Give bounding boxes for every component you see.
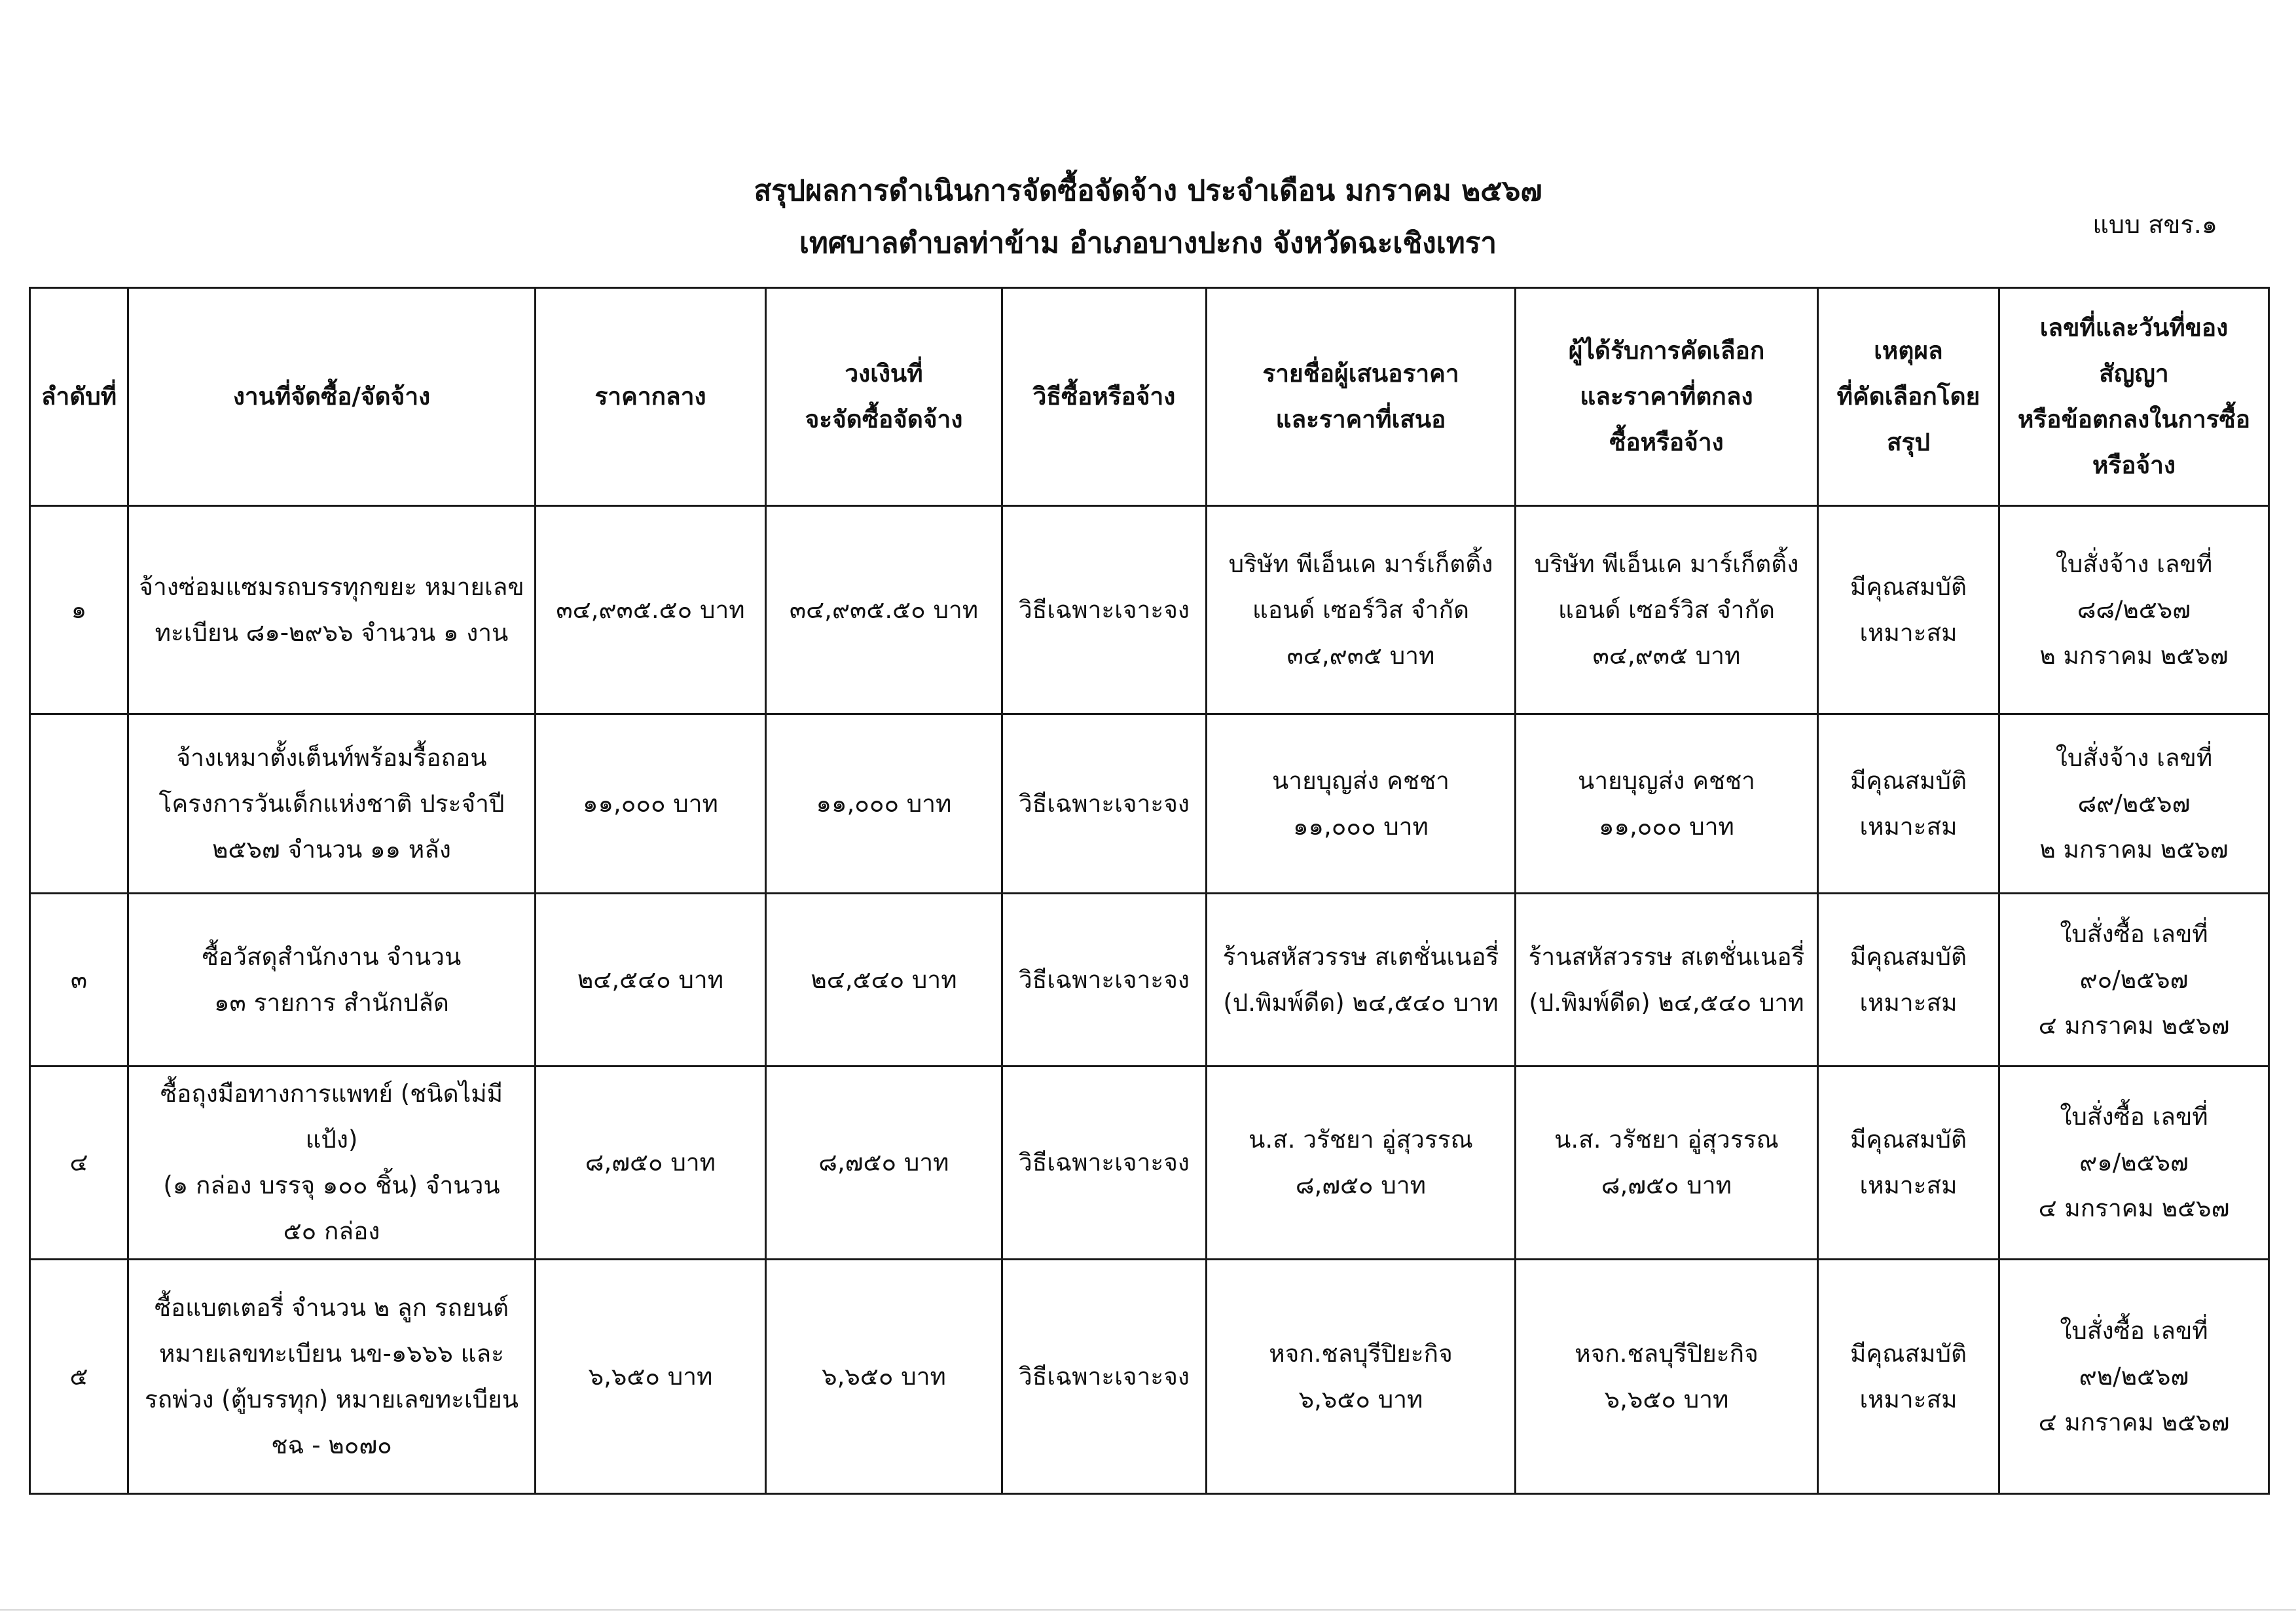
header-bidders <box>1207 288 1516 506</box>
selected-vendor-line: แอนด์ เซอร์วิส จำกัด <box>1558 595 1775 624</box>
work-description-line: (๑ กล่อง บรรจุ ๑๐๐ ชิ้น) จำนวน <box>163 1171 500 1199</box>
work-description-line: ทะเบียน ๘๑-๒๙๖๖ จำนวน ๑ งาน <box>155 618 509 647</box>
table-row <box>30 894 2269 1067</box>
header-text-line: และราคาที่ตกลง <box>1580 382 1753 410</box>
median-price: ๖,๖๕๐ บาท <box>536 1260 766 1494</box>
selected-vendor <box>1516 714 1818 894</box>
row-number: ๔ <box>30 1067 128 1260</box>
budget-amount: ๘,๗๕๐ บาท <box>766 1067 1002 1260</box>
median-price: ๘,๗๕๐ บาท <box>536 1067 766 1260</box>
bidder-list <box>1207 1067 1516 1260</box>
row-number: ๓ <box>30 894 128 1067</box>
header-selected <box>1516 288 1818 506</box>
work-description-line: รถพ่วง (ตู้บรรทุก) หมายเลขทะเบียน <box>144 1385 519 1413</box>
selected-vendor-line: ๘,๗๕๐ บาท <box>1601 1171 1732 1199</box>
bidder-list-line: น.ส. วรัชยา อู่สุวรรณ <box>1248 1125 1473 1154</box>
selected-vendor-line: หจก.ชลบุรีปิยะกิจ <box>1575 1339 1758 1368</box>
work-description-line: ๕๐ กล่อง <box>283 1217 380 1245</box>
bidder-list-line: (ป.พิมพ์ดีด) ๒๔,๕๔๐ บาท <box>1223 988 1499 1017</box>
table-row <box>30 714 2269 894</box>
header-no <box>30 288 128 506</box>
header-text-line: เหตุผล <box>1874 337 1943 365</box>
budget-amount: ๓๔,๙๓๕.๕๐ บาท <box>766 506 1002 714</box>
selection-reason <box>1818 714 1999 894</box>
header-text-line: เลขที่และวันที่ของ <box>2039 314 2229 342</box>
row-number: ๕ <box>30 1260 128 1494</box>
procurement-method: วิธีเฉพาะเจาะจง <box>1002 714 1207 894</box>
contract-reference-line: ใบสั่งซื้อ เลขที่ <box>2060 919 2208 948</box>
contract-reference <box>1999 714 2269 894</box>
contract-reference <box>1999 1067 2269 1260</box>
bidder-list-line: ๓๔,๙๓๕ บาท <box>1286 641 1435 670</box>
selected-vendor <box>1516 1260 1818 1494</box>
budget-amount: ๒๔,๕๔๐ บาท <box>766 894 1002 1067</box>
header-text-line: รายชื่อผู้เสนอราคา <box>1262 359 1459 388</box>
contract-reference-line: ใบสั่งซื้อ เลขที่ <box>2060 1103 2208 1131</box>
document-title: สรุปผลการดำเนินการจัดซื้อจัดจ้าง ประจำเดือน มกราคม ๒๕๖๗ <box>754 174 1542 208</box>
work-description-line: ชฉ - ๒๐๗๐ <box>271 1431 392 1459</box>
bidder-list <box>1207 506 1516 714</box>
table-header-row <box>30 288 2269 506</box>
selection-reason-line: มีคุณสมบัติ <box>1850 1339 1967 1368</box>
page-bottom-rule <box>0 1609 2296 1611</box>
contract-reference-line: ใบสั่งจ้าง เลขที่ <box>2055 743 2213 772</box>
contract-reference-line: ๔ มกราคม ๒๕๖๗ <box>2038 1194 2230 1222</box>
budget-amount: ๖,๖๕๐ บาท <box>766 1260 1002 1494</box>
table-row <box>30 1067 2269 1260</box>
header-text-line: ลำดับที่ <box>41 382 117 410</box>
work-description-line: จ้างซ่อมแซมรถบรรทุกขยะ หมายเลข <box>139 572 524 601</box>
contract-reference-line: ๙๐/๒๕๖๗ <box>2079 965 2189 994</box>
row-number <box>30 714 128 894</box>
header-text-line: สัญญา <box>2099 359 2169 388</box>
work-description <box>128 506 536 714</box>
work-description-line: โครงการวันเด็กแห่งชาติ ประจำปี <box>158 789 505 818</box>
selected-vendor-line: ๓๔,๙๓๕ บาท <box>1592 641 1741 670</box>
header-work <box>128 288 536 506</box>
header-reason <box>1818 288 1999 506</box>
header-text-line: ราคากลาง <box>594 382 706 410</box>
table-row <box>30 1260 2269 1494</box>
bidder-list <box>1207 714 1516 894</box>
selection-reason-line: มีคุณสมบัติ <box>1850 1125 1967 1154</box>
header-text-line: ซื้อหรือจ้าง <box>1609 428 1724 456</box>
bidder-list <box>1207 894 1516 1067</box>
header-text-line: ผู้ได้รับการคัดเลือก <box>1568 337 1765 365</box>
header-text-line: งานที่จัดซื้อ/จัดจ้าง <box>232 382 431 410</box>
work-description-line: ๑๓ รายการ สำนักปลัด <box>214 988 449 1017</box>
organization-subtitle: เทศบาลตำบลท่าข้าม อำเภอบางปะกง จังหวัดฉะเชิงเทรา <box>799 227 1497 260</box>
contract-reference-line: ใบสั่งจ้าง เลขที่ <box>2055 549 2213 578</box>
bidder-list-line: ๑๑,๐๐๐ บาท <box>1293 812 1429 841</box>
bidder-list-line: ร้านสหัสวรรษ สเตชั่นเนอรี่ <box>1222 942 1499 971</box>
work-description-line: จ้างเหมาตั้งเต็นท์พร้อมรื้อถอน <box>176 743 487 772</box>
contract-reference-line: ๘๘/๒๕๖๗ <box>2077 595 2191 624</box>
selected-vendor-line: นายบุญส่ง คชชา <box>1578 766 1755 795</box>
form-code-label: แบบ สขร.๑ <box>2092 210 2217 239</box>
work-description-line: ๒๕๖๗ จำนวน ๑๑ หลัง <box>212 835 451 864</box>
header-text-line: และราคาที่เสนอ <box>1275 405 1446 433</box>
contract-reference-line: ๒ มกราคม ๒๕๖๗ <box>2039 641 2229 670</box>
selected-vendor-line: ๑๑,๐๐๐ บาท <box>1599 812 1734 841</box>
procurement-method: วิธีเฉพาะเจาะจง <box>1002 1260 1207 1494</box>
procurement-method: วิธีเฉพาะเจาะจง <box>1002 1067 1207 1260</box>
table-row <box>30 506 2269 714</box>
selection-reason <box>1818 1260 1999 1494</box>
work-description-line: หมายเลขทะเบียน นข-๑๖๖๖ และ <box>158 1339 504 1368</box>
bidder-list-line: ๘,๗๕๐ บาท <box>1295 1171 1427 1199</box>
selected-vendor-line: น.ส. วรัชยา อู่สุวรรณ <box>1554 1125 1779 1154</box>
work-description <box>128 714 536 894</box>
contract-reference <box>1999 506 2269 714</box>
procurement-summary-table <box>29 287 2270 1495</box>
bidder-list-line: หจก.ชลบุรีปิยะกิจ <box>1269 1339 1453 1368</box>
bidder-list-line: บริษัท พีเอ็นเค มาร์เก็ตติ้ง <box>1228 549 1493 578</box>
median-price: ๒๔,๕๔๐ บาท <box>536 894 766 1067</box>
row-number: ๑ <box>30 506 128 714</box>
contract-reference-line: ๔ มกราคม ๒๕๖๗ <box>2038 1408 2230 1436</box>
selection-reason <box>1818 506 1999 714</box>
selection-reason-line: มีคุณสมบัติ <box>1850 942 1967 971</box>
contract-reference-line: ๔ มกราคม ๒๕๖๗ <box>2038 1011 2230 1040</box>
header-text-line: หรือข้อตกลงในการซื้อ <box>2018 405 2250 433</box>
bidder-list-line: แอนด์ เซอร์วิส จำกัด <box>1252 595 1469 624</box>
selection-reason-line: เหมาะสม <box>1859 812 1958 841</box>
work-description <box>128 1067 536 1260</box>
selection-reason-line: เหมาะสม <box>1859 988 1958 1017</box>
header-text-line: วงเงินที่ <box>845 359 923 388</box>
selection-reason-line: เหมาะสม <box>1859 1171 1958 1199</box>
selected-vendor-line: บริษัท พีเอ็นเค มาร์เก็ตติ้ง <box>1534 549 1799 578</box>
header-text-line: จะจัดซื้อจัดจ้าง <box>805 405 963 433</box>
selected-vendor-line: ๖,๖๕๐ บาท <box>1604 1385 1729 1413</box>
selected-vendor <box>1516 1067 1818 1260</box>
header-text-line: หรือจ้าง <box>2092 451 2176 479</box>
work-description <box>128 1260 536 1494</box>
work-description-line: ซื้อวัสดุสำนักงาน จำนวน <box>202 942 462 971</box>
contract-reference <box>1999 1260 2269 1494</box>
contract-reference-line: ๒ มกราคม ๒๕๖๗ <box>2039 835 2229 864</box>
procurement-method: วิธีเฉพาะเจาะจง <box>1002 894 1207 1067</box>
selected-vendor <box>1516 894 1818 1067</box>
median-price: ๑๑,๐๐๐ บาท <box>536 714 766 894</box>
selected-vendor <box>1516 506 1818 714</box>
selection-reason-line: มีคุณสมบัติ <box>1850 766 1967 795</box>
work-description-line: ซื้อถุงมือทางการแพทย์ (ชนิดไม่มีแป้ง) <box>160 1080 503 1154</box>
header-method <box>1002 288 1207 506</box>
median-price: ๓๔,๙๓๕.๕๐ บาท <box>536 506 766 714</box>
contract-reference-line: ๙๒/๒๕๖๗ <box>2079 1362 2189 1391</box>
header-text-line: ที่คัดเลือกโดย <box>1836 382 1980 410</box>
bidder-list-line: นายบุญส่ง คชชา <box>1272 766 1449 795</box>
table-body <box>30 506 2269 1494</box>
bidder-list <box>1207 1260 1516 1494</box>
header-text-line: สรุป <box>1887 428 1930 456</box>
work-description <box>128 894 536 1067</box>
selection-reason-line: เหมาะสม <box>1859 1385 1958 1413</box>
header-text-line: วิธีซื้อหรือจ้าง <box>1032 382 1176 410</box>
contract-reference <box>1999 894 2269 1067</box>
selection-reason <box>1818 894 1999 1067</box>
header-budget <box>766 288 1002 506</box>
selected-vendor-line: (ป.พิมพ์ดีด) ๒๔,๕๔๐ บาท <box>1529 988 1804 1017</box>
bidder-list-line: ๖,๖๕๐ บาท <box>1298 1385 1423 1413</box>
header-median-price <box>536 288 766 506</box>
procurement-method: วิธีเฉพาะเจาะจง <box>1002 506 1207 714</box>
selection-reason-line: มีคุณสมบัติ <box>1850 572 1967 601</box>
contract-reference-line: ๘๙/๒๕๖๗ <box>2077 789 2191 818</box>
contract-reference-line: ๙๑/๒๕๖๗ <box>2079 1148 2189 1176</box>
selection-reason <box>1818 1067 1999 1260</box>
budget-amount: ๑๑,๐๐๐ บาท <box>766 714 1002 894</box>
work-description-line: ซื้อแบตเตอรี่ จำนวน ๒ ลูก รถยนต์ <box>154 1293 509 1322</box>
selection-reason-line: เหมาะสม <box>1859 618 1958 647</box>
header-contract <box>1999 288 2269 506</box>
contract-reference-line: ใบสั่งซื้อ เลขที่ <box>2060 1316 2208 1345</box>
selected-vendor-line: ร้านสหัสวรรษ สเตชั่นเนอรี่ <box>1528 942 1805 971</box>
